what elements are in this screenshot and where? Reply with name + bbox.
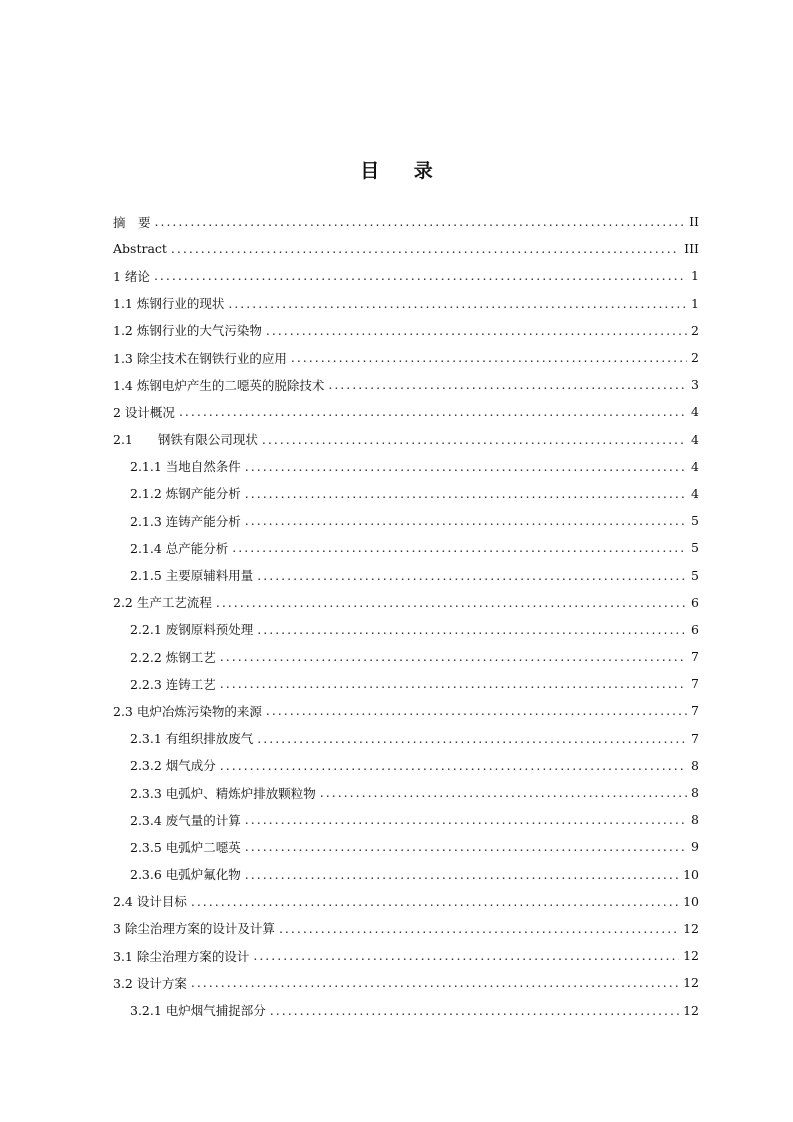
- toc-entry-label: 2.1.1 当地自然条件: [130, 459, 241, 475]
- toc-dot-leader: [228, 296, 687, 311]
- toc-entry-page-number: 7: [691, 730, 699, 746]
- toc-dot-leader: [253, 948, 679, 963]
- toc-entry-label: 2.1.5 主要原辅料用量: [130, 568, 254, 584]
- toc-entry-label: 1.2 炼钢行业的大气污染物: [113, 323, 262, 339]
- toc-dot-leader: [257, 622, 687, 637]
- toc-entry-label: 3.2 设计方案: [113, 975, 187, 991]
- toc-entry-page-number: 1: [691, 295, 699, 311]
- toc-entry-page-number: 12: [683, 1002, 699, 1018]
- toc-dot-leader: [220, 649, 687, 664]
- toc-entry-label: 2.1.2 炼钢产能分析: [130, 486, 241, 502]
- toc-entry[interactable]: [113, 398, 699, 425]
- toc-entry[interactable]: [113, 942, 699, 969]
- toc-dot-leader: [171, 241, 680, 256]
- toc-entry-label: 2.3.5 电弧炉二噁英: [130, 839, 241, 855]
- toc-entry[interactable]: [113, 480, 699, 507]
- toc-entry-label: Abstract: [113, 241, 167, 257]
- toc-dot-leader: [257, 731, 687, 746]
- toc-entry[interactable]: [113, 670, 699, 697]
- toc-entry-label: 1.1 炼钢行业的现状: [113, 296, 225, 312]
- toc-entry-label: 2.2 生产工艺流程: [113, 595, 212, 611]
- toc-entry-page-number: 12: [683, 948, 699, 964]
- toc-entry-label: 3.1 除尘治理方案的设计: [113, 948, 250, 964]
- toc-entry-page-number: 4: [691, 404, 699, 420]
- toc-entry-page-number: 8: [691, 812, 699, 828]
- toc-dot-leader: [232, 540, 687, 555]
- toc-entry-label: 2 设计概况: [113, 404, 175, 420]
- toc-dot-leader: [266, 323, 687, 338]
- toc-entry-label: 2.1.3 连铸产能分析: [130, 513, 241, 529]
- toc-entry-page-number: II: [689, 214, 699, 230]
- toc-entry-label: 2.3.6 电弧炉氟化物: [130, 867, 241, 883]
- toc-entry-label: 1.4 炼钢电炉产生的二噁英的脱除技术: [113, 377, 325, 393]
- toc-entry[interactable]: [113, 725, 699, 752]
- toc-entry-label: 2.1.4 总产能分析: [130, 540, 229, 556]
- toc-dot-leader: [155, 214, 686, 229]
- toc-entry-page-number: 5: [691, 513, 699, 529]
- toc-entry[interactable]: [113, 616, 699, 643]
- toc-dot-leader: [245, 839, 687, 854]
- toc-entry-label: 2.3.1 有组织排放废气: [130, 731, 254, 747]
- toc-entry-label: 3.2.1 电炉烟气捕捉部分: [130, 1003, 266, 1019]
- toc-dot-leader: [245, 812, 687, 827]
- toc-entry-label: 2.3.3 电弧炉、精炼炉排放颗粒物: [130, 785, 316, 801]
- toc-entry[interactable]: [113, 833, 699, 860]
- toc-entry-label: 2.1 钢铁有限公司现状: [113, 432, 258, 448]
- toc-entry[interactable]: [113, 752, 699, 779]
- toc-dot-leader: [220, 758, 687, 773]
- toc-dot-leader: [216, 595, 687, 610]
- toc-dot-leader: [262, 432, 687, 447]
- toc-entry-page-number: 4: [691, 458, 699, 474]
- toc-entry[interactable]: [113, 371, 699, 398]
- toc-entry-page-number: 6: [691, 594, 699, 610]
- toc-entry-label: 1 绪论: [113, 268, 150, 284]
- toc-dot-leader: [320, 785, 687, 800]
- toc-entry-page-number: 2: [691, 350, 699, 366]
- toc-entry-page-number: 12: [683, 920, 699, 936]
- toc-dot-leader: [245, 513, 687, 528]
- toc-entry[interactable]: [113, 643, 699, 670]
- toc-entry-label: 2.3.2 烟气成分: [130, 758, 216, 774]
- toc-entry[interactable]: [113, 561, 699, 588]
- toc-entry[interactable]: [113, 996, 699, 1023]
- toc-entry[interactable]: [113, 453, 699, 480]
- toc-entry[interactable]: [113, 861, 699, 888]
- toc-entry-page-number: 8: [691, 757, 699, 773]
- toc-entry-page-number: 12: [683, 975, 699, 991]
- toc-dot-leader: [279, 921, 679, 936]
- toc-dot-leader: [291, 350, 687, 365]
- toc-entry[interactable]: [113, 344, 699, 371]
- toc-entry-label: 2.3.4 废气量的计算: [130, 812, 241, 828]
- toc-entry[interactable]: [113, 915, 699, 942]
- toc-entry-page-number: 10: [683, 893, 699, 909]
- toc-dot-leader: [257, 568, 687, 583]
- toc-entry-page-number: 7: [691, 703, 699, 719]
- toc-dot-leader: [245, 486, 687, 501]
- toc-entry-page-number: 7: [691, 649, 699, 665]
- toc-entry-page-number: 3: [691, 377, 699, 393]
- toc-dot-leader: [270, 1003, 679, 1018]
- toc-entry-page-number: 2: [691, 322, 699, 338]
- toc-entry-page-number: III: [684, 241, 699, 257]
- toc-dot-leader: [266, 703, 687, 718]
- toc-dot-leader: [191, 894, 679, 909]
- table-of-contents: [113, 208, 699, 1024]
- toc-entry-label: 1.3 除尘技术在钢铁行业的应用: [113, 350, 287, 366]
- toc-entry[interactable]: [113, 697, 699, 724]
- toc-entry-page-number: 9: [691, 839, 699, 855]
- toc-entry[interactable]: [113, 779, 699, 806]
- toc-entry-page-number: 4: [691, 431, 699, 447]
- toc-entry-label: 3 除尘治理方案的设计及计算: [113, 921, 275, 937]
- toc-entry[interactable]: [113, 969, 699, 996]
- toc-entry-page-number: 1: [691, 268, 699, 284]
- toc-dot-leader: [220, 676, 687, 691]
- toc-entry[interactable]: [113, 317, 699, 344]
- toc-entry[interactable]: [113, 235, 699, 262]
- toc-entry[interactable]: [113, 806, 699, 833]
- toc-dot-leader: [154, 268, 687, 283]
- toc-entry-label: 2.2.1 废钢原料预处理: [130, 622, 254, 638]
- toc-entry-label: 2.4 设计目标: [113, 894, 187, 910]
- toc-entry[interactable]: [113, 534, 699, 561]
- toc-dot-leader: [179, 404, 687, 419]
- toc-entry[interactable]: [113, 589, 699, 616]
- toc-entry-page-number: 5: [691, 540, 699, 556]
- toc-entry-label: 2.2.2 炼钢工艺: [130, 649, 216, 665]
- toc-entry-page-number: 8: [691, 785, 699, 801]
- toc-entry-label: 2.3 电炉冶炼污染物的来源: [113, 703, 262, 719]
- toc-entry-page-number: 10: [683, 866, 699, 882]
- toc-dot-leader: [328, 377, 687, 392]
- toc-entry[interactable]: [113, 290, 699, 317]
- toc-entry[interactable]: [113, 208, 699, 235]
- page-title: 目 录: [360, 160, 447, 182]
- toc-dot-leader: [245, 867, 679, 882]
- toc-entry-page-number: 6: [691, 621, 699, 637]
- toc-entry-label: 摘 要: [113, 214, 151, 230]
- toc-dot-leader: [245, 459, 687, 474]
- toc-entry-label: 2.2.3 连铸工艺: [130, 676, 216, 692]
- toc-entry[interactable]: [113, 888, 699, 915]
- toc-entry[interactable]: [113, 507, 699, 534]
- toc-entry-page-number: 7: [691, 676, 699, 692]
- toc-entry[interactable]: [113, 262, 699, 289]
- toc-entry-page-number: 5: [691, 567, 699, 583]
- toc-entry-page-number: 4: [691, 485, 699, 501]
- toc-entry[interactable]: [113, 426, 699, 453]
- toc-dot-leader: [191, 975, 679, 990]
